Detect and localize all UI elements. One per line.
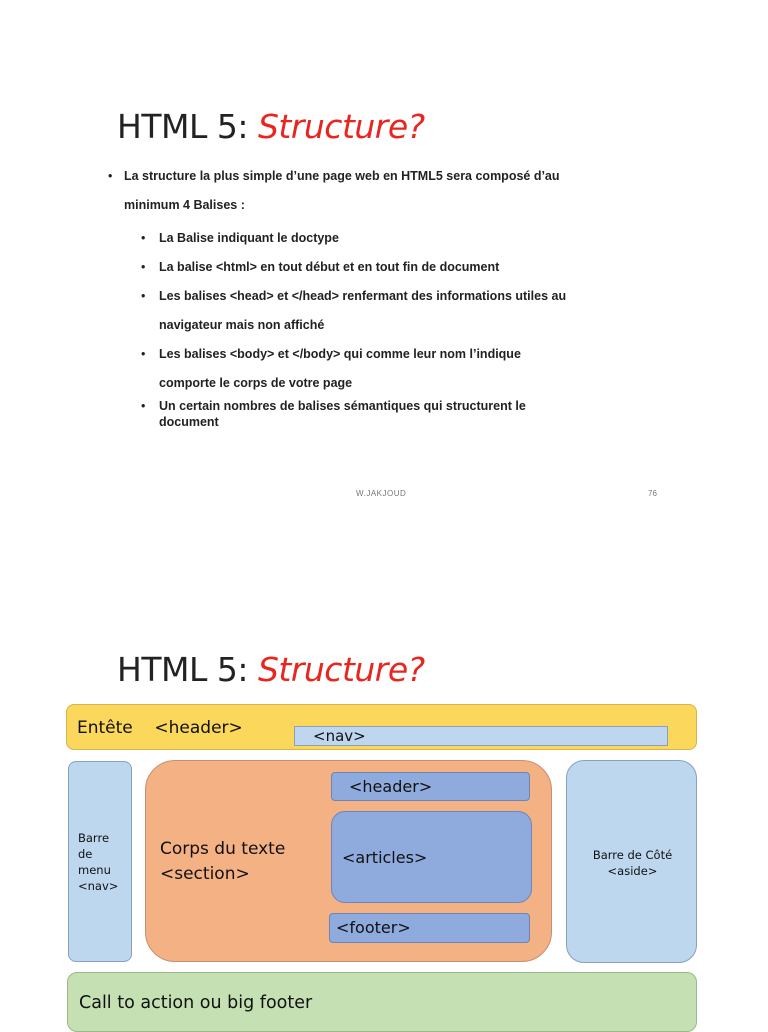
aside-block <box>566 760 697 963</box>
title-prefix: HTML 5: <box>117 107 258 146</box>
item-line-1: Les balises <head> et </head> renfermant des informations utiles au <box>159 289 567 303</box>
cta-block <box>67 972 697 1032</box>
item-line-2: comporte le corps de votre page <box>159 376 353 390</box>
left-menu-label: Barre de menu <nav> <box>78 831 119 893</box>
list-item <box>141 398 578 430</box>
item-line-2: document <box>159 415 219 429</box>
title-accent: Structure? <box>257 650 425 689</box>
list-item <box>141 224 578 253</box>
slide-structure-diagram <box>0 540 768 1024</box>
nav-block <box>294 726 668 746</box>
intro-line-2: minimum 4 Balises : <box>124 198 245 212</box>
item-line-1: Un certain nombres de balises sémantiques qui structurent le <box>159 399 526 413</box>
item-line-1: Les balises <body> et </body> qui comme leur nom l’indique <box>159 347 521 361</box>
slide-title <box>117 107 425 146</box>
item-line-2: navigateur mais non affiché <box>159 318 325 332</box>
articles-label: <articles> <box>342 848 428 867</box>
article-header-label: <header> <box>349 777 433 796</box>
article-header-block <box>331 772 530 801</box>
left-menu-block <box>68 761 132 962</box>
sub-bullet-list <box>124 224 578 430</box>
item-text: La balise <html> en tout début et en tout fin de document <box>159 260 500 274</box>
page-number: 76 <box>648 489 657 498</box>
title-prefix: HTML 5: <box>117 650 258 689</box>
item-text: La Balise indiquant le doctype <box>159 231 339 245</box>
list-item <box>141 253 578 282</box>
intro-line-1: La structure la plus simple d’une page web en HTML5 sera composé d’au <box>124 169 560 183</box>
section-label: Corps du texte <section> <box>160 839 286 884</box>
cta-label: Call to action ou big footer <box>79 993 313 1013</box>
list-item <box>141 282 578 340</box>
header-label: Entête <header> <box>77 718 243 738</box>
article-footer-block <box>329 913 530 943</box>
intro-bullet <box>108 162 578 430</box>
title-accent: Structure? <box>257 107 425 146</box>
aside-label: Barre de Côté <aside> <box>592 848 673 878</box>
slide-title <box>117 650 425 689</box>
list-item <box>141 340 578 398</box>
nav-label: <nav> <box>313 727 366 745</box>
bullet-list <box>108 162 578 430</box>
footer-author: W.JAKJOUD <box>356 489 407 498</box>
article-footer-label: <footer> <box>336 918 411 937</box>
articles-block <box>331 811 532 903</box>
